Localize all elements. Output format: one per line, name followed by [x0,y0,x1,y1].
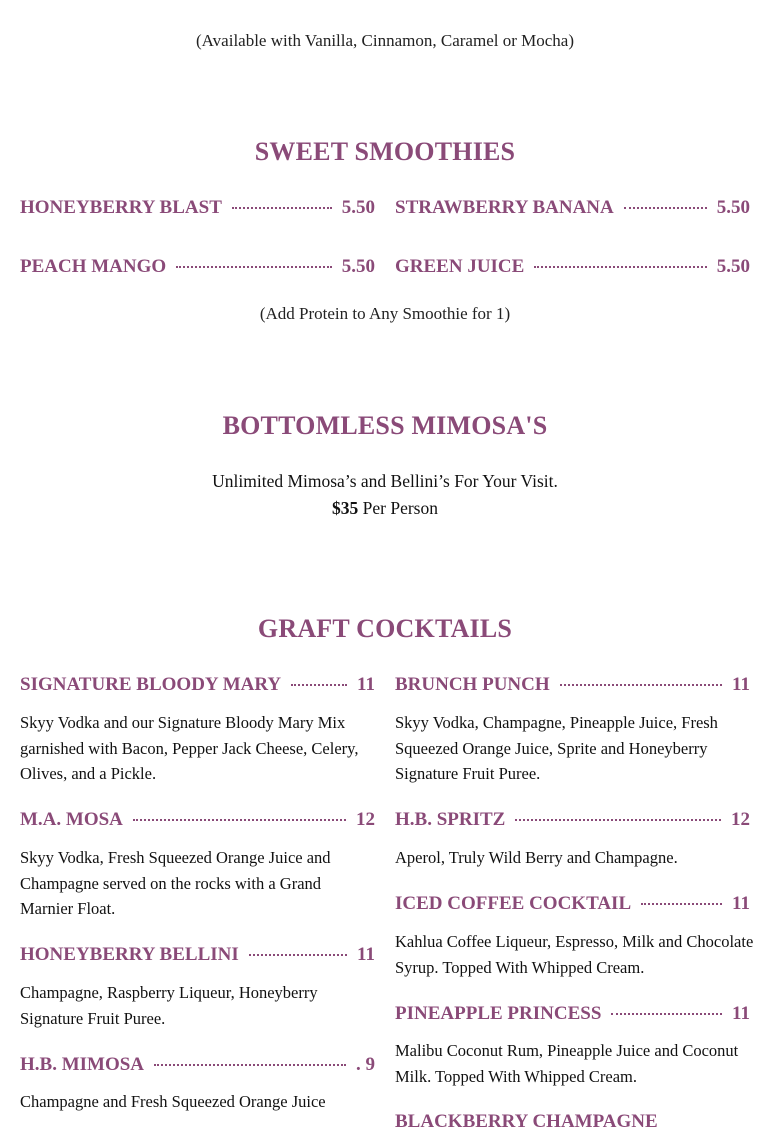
dot-leader [154,1064,346,1066]
item-description: Skyy Vodka, Champagne, Pineapple Juice, Fresh Squeezed Orange Juice, Sprite and Honeyberry Signature Fruit Puree. [395,713,718,783]
menu-item-hb-spritz [395,808,750,832]
menu-item-honeyberry-blast [20,196,375,220]
item-price: 11 [357,674,375,695]
dot-leader [560,684,722,686]
item-price: 5.50 [341,256,375,277]
item-name: H.B. MIMOSA [20,1054,145,1075]
item-name: STRAWBERRY BANANA [395,197,614,218]
item-price: 12 [356,809,375,830]
menu-item-honeyberry-bellini [20,943,375,967]
item-description: Champagne, Raspberry Liqueur, Honeyberry Signature Fruit Puree. [20,983,318,1028]
menu-item-peach-mango [20,255,375,279]
item-name: SIGNATURE BLOODY MARY [20,674,282,695]
item-price: 11 [732,1003,750,1024]
item-price: 11 [357,944,375,965]
item-name: PINEAPPLE PRINCESS [395,1003,602,1024]
item-price: 5.50 [716,197,750,218]
cocktails-section-title: GRAFT COCKTAILS [257,614,513,643]
coffee-flavor-note: (Available with Vanilla, Cinnamon, Caramel or Mocha) [196,31,574,50]
item-price: 11 [732,674,750,695]
item-price: 5.50 [716,256,750,277]
item-name: M.A. MOSA [20,809,123,830]
mimosas-price-suffix: Per Person [358,498,438,518]
menu-item-hb-mimosa [20,1053,375,1077]
mimosas-price: $35 [332,498,359,518]
menu-item-iced-coffee-cocktail [395,892,750,916]
dot-leader [641,903,722,905]
item-name: HONEYBERRY BLAST [20,197,222,218]
menu-item-brunch-punch [395,673,750,697]
item-description: Champagne and Fresh Squeezed Orange Juice [20,1092,326,1111]
item-description: Skyy Vodka, Fresh Squeezed Orange Juice and Champagne served on the rocks with a Grand Marnier Float. [20,848,331,918]
dot-leader [232,207,332,209]
smoothies-section-title: SWEET SMOOTHIES [254,137,516,166]
item-description: Kahlua Coffee Liqueur, Espresso, Milk and Chocolate Syrup. Topped With Whipped Cream. [395,932,754,977]
smoothie-protein-note: (Add Protein to Any Smoothie for 1) [259,304,511,323]
menu-item-pineapple-princess [395,1002,750,1026]
item-price: 11 [732,893,750,914]
item-name: BLACKBERRY CHAMPAGNE [395,1111,658,1132]
dot-leader [611,1013,722,1015]
item-price: 5.50 [341,197,375,218]
item-name: HONEYBERRY BELLINI [20,944,239,965]
menu-item-signature-bloody-mary [20,673,375,697]
item-name: H.B. SPRITZ [395,809,506,830]
dot-leader [624,207,707,209]
mimosas-section-title: BOTTOMLESS MIMOSA'S [222,411,548,440]
item-price: . 9 [356,1054,375,1075]
item-name: PEACH MANGO [20,256,167,277]
item-name: ICED COFFEE COCKTAIL [395,893,632,914]
menu-item-ma-mosa [20,808,375,832]
dot-leader [249,954,347,956]
dot-leader [291,684,347,686]
dot-leader [534,266,706,268]
item-description: Aperol, Truly Wild Berry and Champagne. [395,848,678,867]
menu-item-green-juice [395,255,750,279]
item-description: Malibu Coconut Rum, Pineapple Juice and Coconut Milk. Topped With Whipped Cream. [395,1041,739,1086]
dot-leader [176,266,332,268]
item-description: Skyy Vodka and our Signature Bloody Mary Mix garnished with Bacon, Pepper Jack Cheese, Celery, Olives, and a Pickle. [20,713,359,783]
menu-item-strawberry-banana [395,196,750,220]
menu-item-blackberry-champagne [395,1110,750,1134]
mimosas-description: Unlimited Mimosa’s and Bellini’s For Your Visit. [212,471,558,491]
item-price: 12 [731,809,750,830]
mimosas-price-line [0,498,770,519]
dot-leader [515,819,721,821]
item-name: BRUNCH PUNCH [395,674,550,695]
dot-leader [133,819,346,821]
item-name: GREEN JUICE [395,256,525,277]
